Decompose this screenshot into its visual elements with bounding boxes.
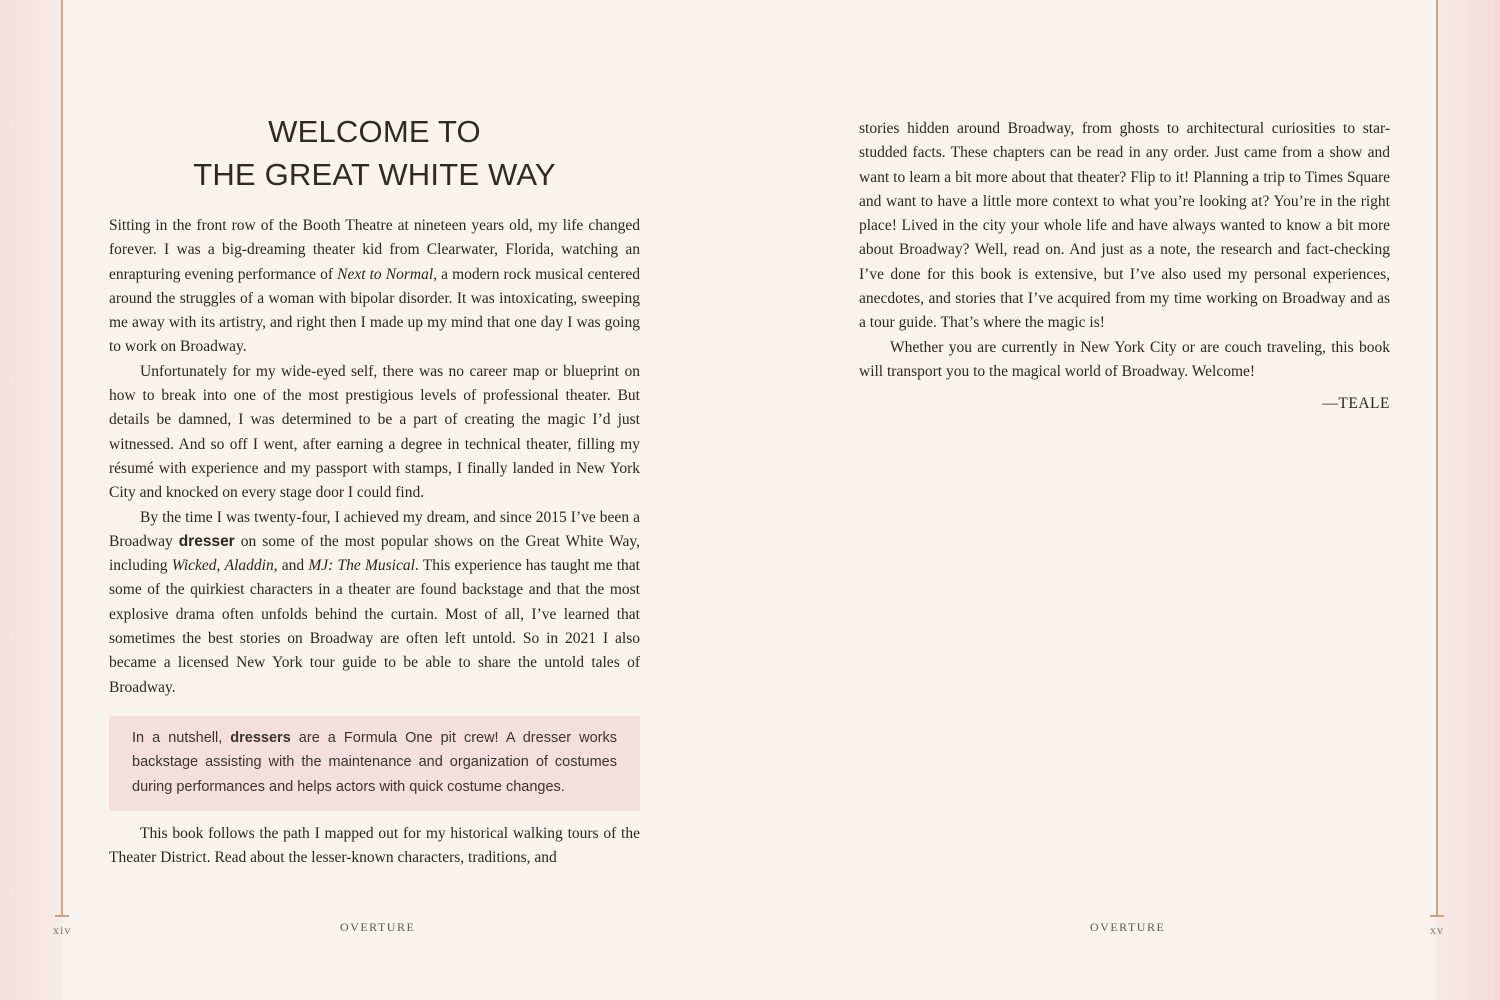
left-page-body-continued <box>109 822 640 871</box>
page-number-right: xv <box>1430 923 1444 937</box>
left-page-body <box>109 214 640 700</box>
glossary-term-dresser: dresser <box>178 532 235 550</box>
paragraph-4: This book follows the path I mapped out for my historical walking tours of the Theater District. Read about the lesser-known characters, traditions, and <box>109 825 640 867</box>
glossary-term-dressers: dressers <box>230 730 291 746</box>
show-title-mj: MJ: The Musical <box>308 557 415 575</box>
paragraph-5: stories hidden around Broadway, from ghosts to architectural curiosities to star-studded facts. These chapters can be read in any order. Just came from a show and want to learn a bit more about that theater? Flip to it! Planning a trip to Times Square and want to have a little more context to what you’re looking at? You’re in the right place! Lived in the city your whole life and have always wanted to know a bit more about Broadway? Well, read on. And just as a note, the research and fact-checking I’ve done for this book is extensive, but I’ve also used my personal experiences, anecdotes, and stories that I’ve acquired from my time working on Broadway and as a tour guide. That’s where the magic is! <box>859 120 1390 332</box>
right-margin-rule <box>1436 0 1438 915</box>
show-title-next-to-normal: Next to Normal <box>337 265 434 283</box>
paragraph-1: Sitting in the front row of the Booth Theatre at nineteen years old, my life changed forever. I was a big-dreaming theater kid from Clearwater, Florida, watching an enrapturing evening performance of Next to Normal, a modern rock musical centered around the struggles of a woman with bipolar disorder. It was intoxicating, sweeping me away with its artistry, and right then I made up my mind that one day I was going to work on Broadway. <box>109 217 640 356</box>
author-signature: —TEALE <box>1322 395 1390 412</box>
title-line-1: WELCOME TO <box>268 114 481 149</box>
paragraph-3: By the time I was twenty-four, I achieved my dream, and since 2015 I’ve been a Broadway dresser on some of the most popular shows on the Great White Way, including Wicked, Aladdin, and MJ: The Musical. This experience has taught me that some of the quirkiest characters in a theater are found backstage and that the most explosive drama often unfolds behind the curtain. Most of all, I’ve learned that sometimes the best stories on Broadway are often left untold. So in 2021 I also became a licensed New York tour guide to be able to share the untold tales of Broadway. <box>109 508 641 696</box>
dresser-definition-callout: In a nutshell, dressers are a Formula One pit crew! A dresser works backstage assisting with the maintenance and organization of costumes during performances and helps actors with quick costume changes. <box>109 716 640 811</box>
paragraph-6: Whether you are currently in New York City or are couch traveling, this book will transport you to the magical world of Broadway. Welcome! <box>859 338 1390 380</box>
page-title <box>109 110 640 196</box>
left-rule-cap <box>55 915 69 917</box>
title-line-2: THE GREAT WHITE WAY <box>193 157 556 192</box>
left-margin-rule <box>61 0 63 915</box>
running-footer-right: OVERTURE <box>1090 920 1166 934</box>
show-title-wicked: Wicked <box>171 557 217 575</box>
right-margin-watercolor <box>1436 0 1500 1000</box>
right-page-body <box>859 117 1390 384</box>
right-rule-cap <box>1430 915 1444 917</box>
left-margin-watercolor <box>0 0 62 1000</box>
running-footer-left: OVERTURE <box>340 920 416 934</box>
paragraph-2: Unfortunately for my wide-eyed self, there was no career map or blueprint on how to break into one of the most prestigious levels of professional theater. But details be damned, I was determined to be a part of creating the magic I’d just witnessed. And so off I went, after earning a degree in technical theater, filling my résumé with experience and my passport with stamps, I finally landed in New York City and knocked on every stage door I could find. <box>109 362 640 502</box>
show-title-aladdin: Aladdin <box>224 557 274 575</box>
page-number-left: xiv <box>53 923 72 937</box>
